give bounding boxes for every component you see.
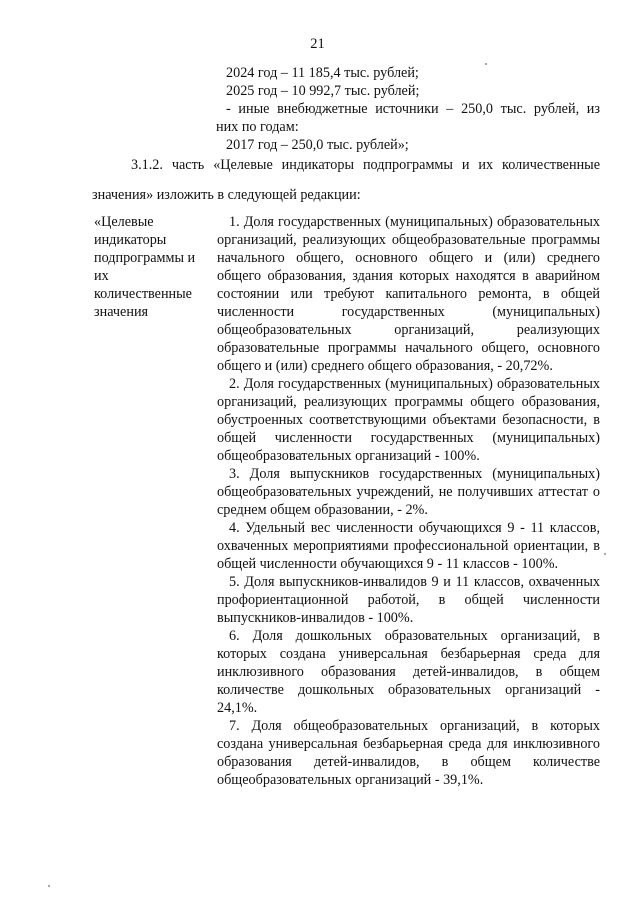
indicator-item-5: 5. Доля выпускников-инвалидов 9 и 11 классов, охваченных профориентационной работой, в общей численности выпускников-инвалидов - 100%. [217,574,600,626]
section-label: «Целевые индикаторы подпрограммы и их количественные значения [94,214,196,320]
page-number: 21 [310,36,325,52]
indicator-item-4: 4. Удельный вес численности обучающихся 9 - 11 классов, охваченных мероприятиями профессиональной ориентации, в общей численности обучающихся 9 - 11 классов - 100%. [217,520,600,572]
indicator-list [217,213,600,789]
funding-block [216,64,600,154]
indicator-item-1: 1. Доля государственных (муниципальных) образовательных организаций, реализующих общеобразовательные программы начального общего, основного общего и (или) среднего общего образования, здания которых находятся в аварийном состоянии или требуют капитального ремонта, в общей численности государственных (муниципальных) общеобразовательных организаций, реализующих образовательные программы начального общего, основного общего и (или) среднего общего образования, - 20,72%. [217,214,600,374]
indicator-item-2: 2. Доля государственных (муниципальных) образовательных организаций, реализующих программы общего образования, обустроенных соответствующими объектами безопасности, в общей численности государственных (муниципальных) общеобразовательных организаций - 100%. [217,376,600,464]
funding-line-2024: 2024 год – 11 185,4 тыс. рублей; [226,65,419,81]
indicator-item-6: 6. Доля дошкольных образовательных организаций, в которых создана универсальная безбарьерная среда для инклюзивного образования детей-инвалидов, в общем количестве дошкольных образовательных организаций - 24,1%. [217,628,600,716]
funding-line-2017: 2017 год – 250,0 тыс. рублей»; [226,137,409,153]
funding-line-2025: 2025 год – 10 992,7 тыс. рублей; [226,83,420,99]
scan-speck [604,553,606,555]
scan-speck [485,63,487,65]
indicator-item-3: 3. Доля выпускников государственных (муниципальных) общеобразовательных учреждений, не получивших аттестат о среднем общем образовании, - 2%. [217,466,600,518]
scan-speck [48,885,50,887]
clause-heading: 3.1.2. часть «Целевые индикаторы подпрограммы и их количественные [131,157,600,173]
funding-line-by-years: них по годам: [216,119,299,135]
funding-line-other-sources: - иные внебюджетные источники – 250,0 тыс. рублей, из [226,101,600,117]
indicator-item-7: 7. Доля общеобразовательных организаций, в которых создана универсальная безбарьерная среда для инклюзивного образования детей-инвалидов, в общем количестве общеобразовательных организаций - 39,1%. [217,718,600,788]
clause-heading-continued: значения» изложить в следующей редакции: [92,187,361,203]
